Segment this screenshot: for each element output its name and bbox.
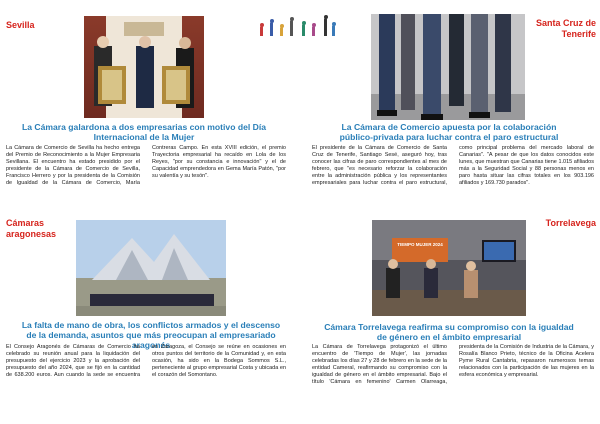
people-illustration (258, 8, 338, 36)
panel-discussion-photo (372, 220, 526, 316)
event-banner-text: TIEMPO MUJER 2024 (397, 242, 443, 247)
headline-tenerife: La Cámara de Comercio apuesta por la colaboración público-privada para luchar contra el paro estructural (339, 122, 559, 142)
article-body-torrelavega (312, 344, 594, 406)
headline-sevilla: La Cámara galardona a dos empresarias con motivo del Día Internacional de la Mujer (21, 122, 267, 142)
region-label-torrelavega: Torrelavega (545, 218, 596, 228)
body-text: La Cámara de Torrelavega protagonizó el último encuentro de 'Tiempo de Mujer', las jornadas celebradas los días 27 y 28 de febrero en la sede de la entidad Cameral, reafirmando su compromiso con la igualdad de género en el ámbito empresarial. Bajo el título 'Cámara en femenino' Carmen Olarreaga, presidenta de la Comisión de Industria de la Cámara, y Rosalía Blanco Prieto, técnico de la Oficina Acelera Pyme Rural Cantabria, repasaron numerosos temas relacionados con la participación de las mujeres en la esfera económica y empresarial. (312, 344, 594, 385)
winery-group-photo (76, 220, 226, 316)
region-label-sevilla: Sevilla (6, 20, 35, 30)
article-body-tenerife (312, 145, 594, 203)
people-walking-photo (371, 14, 525, 120)
headline-torrelavega: Cámara Torrelavega reafirma su compromiso con la igualdad de género en el ámbito empresarial (324, 322, 574, 342)
region-label-aragon: Cámaras aragonesas (6, 218, 57, 239)
body-text: El Consejo Aragonés de Cámaras de Comercio ha celebrado su reunión anual para la liquidación del presupuesto del ejercicio 2023 y la aprobación del presupuesto del año 2024, que se fijó en la cantidad de 638.200 euros. Aun cuando la sede se encuentra en Zaragoza, el Consejo se reúne en ocasiones en otros puntos del territorio de la Comunidad y, en esta ocasión, ha sido en la Bodega Sommos S.L., perteneciente al grupo empresarial Costa y ubicada en el corazón del Somontano. (6, 344, 286, 378)
award-ceremony-photo (84, 16, 204, 118)
headline-aragon: La falta de mano de obra, los conflictos armados y el descenso de la demanda, asuntos que más preocupan al empresariado aragonés (21, 320, 281, 350)
body-text: El presidente de la Cámara de Comercio de Santa Cruz de Tenerife, Santiago Sesé, aseguró hoy, tras conocer las cifras de paro correspondientes al mes de febrero, que "es necesario reforzar la colaboración entre la administración pública y los representantes empresariales para luchar contra el paro estructural, como principal problema del mercado laboral de Canarias". "A pesar de que los datos conocidos este lunes, que muestran que Canarias tiene 1.015 afiliados más a la Seguridad Social y 88 personas menos en paro hasta situar las cifras totales en los 903.196 afiliados y 169.730 parados". (312, 145, 594, 186)
body-text: La Cámara de Comercio de Sevilla ha hecho entrega del Premio de Reconocimiento a la Mujer Empresaria Sevillana. El encuentro ha estado presidido por el presidente de la Cámara de Comercio de Sevilla, Francisco Herrero y por la presidenta de la Comisión de Igualdad de la Cámara de Comercio, María Contreras Campo. En esta XVIII edición, el premio Trayectoria empresarial ha recaído en Lola de los Reyes, "por su constancia e innovación" y el de Capacidad emprendedora en Gema María Patón, "por su valentía y su tesón". (6, 145, 286, 186)
article-body-aragon (6, 344, 286, 404)
article-body-sevilla (6, 145, 286, 209)
region-label-tenerife: Santa Cruz de Tenerife (536, 18, 597, 39)
